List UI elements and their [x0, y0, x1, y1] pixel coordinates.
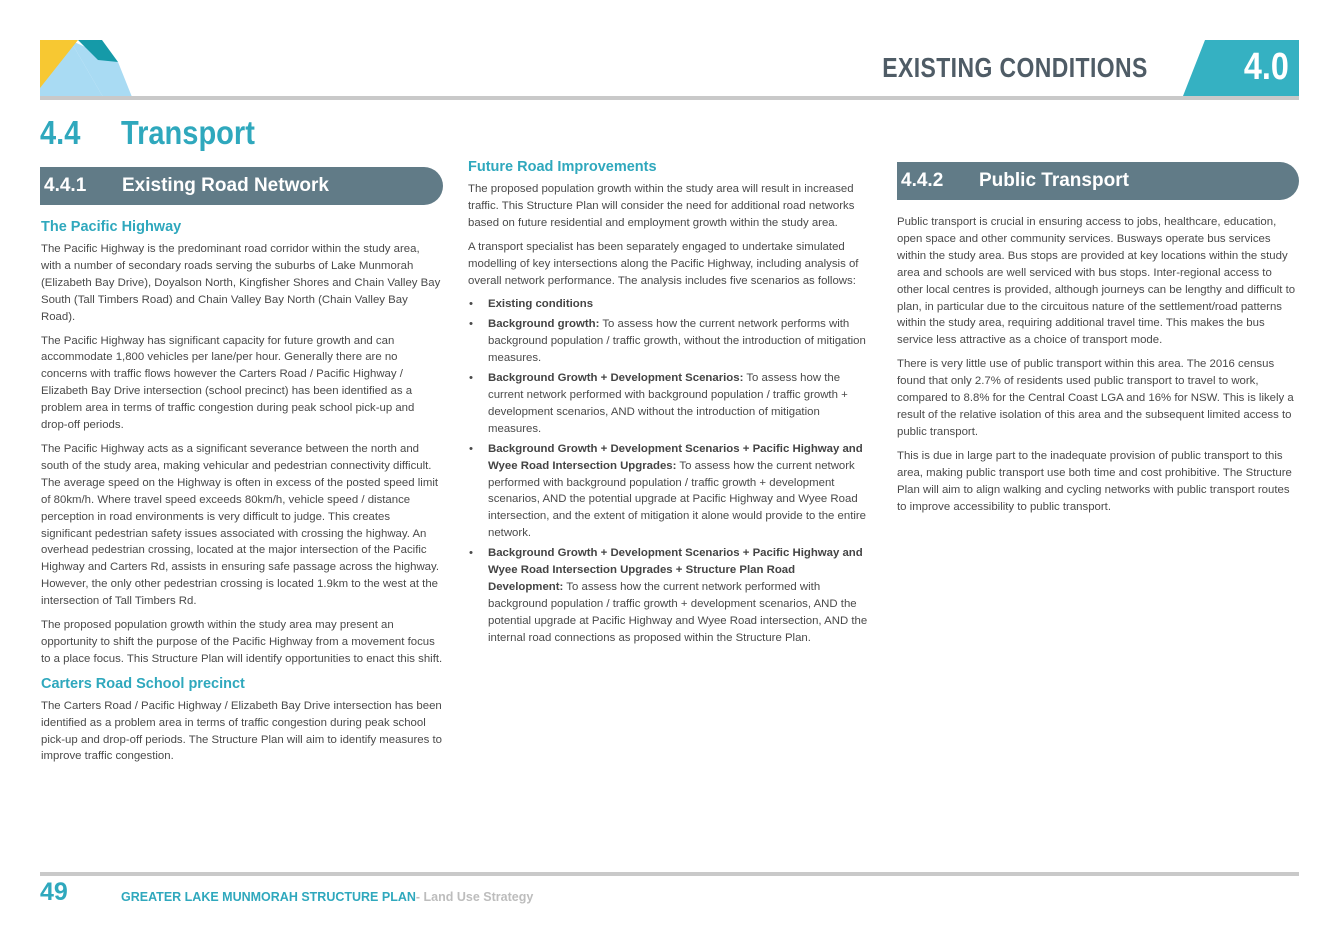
doc-subtitle: - Land Use Strategy: [415, 890, 534, 904]
section-number: 4.0: [1244, 46, 1289, 88]
section-442-title: Public Transport: [979, 170, 1129, 191]
paragraph: A transport specialist has been separately engaged to undertake simulated modelling of key intersections along the Pacific Highway, including analysis of overall network performance. The analysis includes five scenarios as follows:: [468, 240, 859, 287]
brand-logo: [40, 40, 132, 97]
paragraph: The proposed population growth within the study area may present an opportunity to shift the purpose of the Pacific Highway from a movement focus to a place focus. This Structure Plan will identify opportunities to enact this shift.: [41, 619, 443, 665]
page-title: [40, 114, 255, 152]
section-442-number: 4.4.2: [901, 170, 944, 191]
list-item: [468, 316, 871, 367]
footer-document-title: [121, 890, 533, 904]
pacific-highway-heading: The Pacific Highway: [41, 219, 182, 235]
paragraph: The Carters Road / Pacific Highway / Elizabeth Bay Drive intersection has been identified as a problem area in terms of traffic congestion during peak school pick-up and drop-off periods. The Structure Plan will aim to identify measures to improve traffic congestion.: [41, 699, 442, 763]
section-442-header: [897, 162, 1299, 200]
paragraph: This is due in large part to the inadequate provision of public transport to this area, making public transport use both time and cost prohibitive. The Structure Plan will aim to align walking and cycling networks with public transport routes to improve accessibility to public transport.: [897, 449, 1292, 513]
list-item: [468, 370, 871, 438]
page-title-text: Transport: [120, 114, 255, 151]
list-item-bold: Existing conditions: [488, 298, 594, 311]
list-item-text: To assess how the current network performed with background population / traffic growth + development scenarios, AND without the introduction of mitigation measures.: [488, 372, 848, 435]
section-441-header: [40, 167, 443, 205]
paragraph: Public transport is crucial in ensuring access to jobs, healthcare, education, open space and other community services. Busways operate bus services within the study area. Bus stops are provided at key locations within the study area and schools are well serviced with bus stops. Inter-regional access to other local centres is provided, although journeys can be lengthy and difficult to plan, in particular due to the circuitous nature of the settlement/road patterns within the study area, requiring additional travel time. This makes the bus service less attractive as a choice of transport mode.: [897, 216, 1296, 347]
section-number-badge: [1183, 40, 1299, 96]
paragraph: The Pacific Highway is the predominant road corridor within the study area, with a number of secondary roads serving the suburbs of Lake Munmorah (Elizabeth Bay Drive), Doyalson North, Kingfisher Shores and Chain Valley Bay South (Tall Timbers Road) and Chain Valley Bay North (Chain Valley Bay Road).: [41, 243, 441, 323]
footer-divider: [40, 872, 1299, 876]
paragraph: There is very little use of public transport within this area. The 2016 census found that only 2.7% of residents used public transport to travel to work, compared to 8.8% for the Central Coast LGA and 16% for NSW. This is likely a result of the relative isolation of this area and the subsequent limited access to public transport.: [897, 358, 1294, 438]
paragraph: The Pacific Highway acts as a significant severance between the north and south of the study area, making vehicular and pedestrian connectivity difficult. The average speed on the Highway is often in excess of the posted speed limit of 80km/h. Where travel speed exceeds 80km/h, vehicle speed / distance perception in road environments is very difficult to judge. This creates significant pedestrian safety issues associated with crossing the highway. An overhead pedestrian crossing, located at the major intersection of the Pacific Highway and Carters Rd, assists in ensuring safe passage across the highway. However, the only other pedestrian crossing is located 1.9km to the west at the intersection of Tall Timbers Rd.: [41, 442, 440, 608]
doc-title: GREATER LAKE MUNMORAH STRUCTURE PLAN: [121, 890, 416, 904]
page-number: 49: [40, 878, 68, 906]
section-441-number: 4.4.1: [44, 175, 87, 196]
future-road-heading: Future Road Improvements: [468, 159, 657, 175]
list-item-text: To assess how the current network performed with background population / traffic growth + development scenarios, AND the potential upgrade at Pacific Highway and Wyee Road intersection, AND the internal road connections as proposed within the Structure Plan.: [488, 580, 868, 644]
list-item-bold: Background growth:: [488, 318, 600, 331]
list-item-text: To assess how the current network performs with background population / traffic growth, without the introduction of mitigation measures.: [488, 318, 866, 365]
column-public-transport: [897, 214, 1299, 522]
section-title: EXISTING CONDITIONS: [882, 52, 1148, 83]
list-item: [468, 441, 871, 542]
paragraph: The proposed population growth within the study area will result in increased traffic. This Structure Plan will consider the need for additional road networks based on future residential and employment growth within the study area.: [468, 183, 855, 229]
list-item-bold: Background Growth + Development Scenarios + Pacific Highway and Wyee Road Intersection Upgrades:: [488, 442, 863, 472]
scenario-list: [468, 296, 871, 646]
carters-road-heading: Carters Road School precinct: [41, 675, 245, 692]
list-item-bold: Background Growth + Development Scenarios + Pacific Highway and Wyee Road Intersection Upgrades + Structure Plan Road Development:: [488, 547, 863, 593]
section-441-title: Existing Road Network: [122, 175, 329, 196]
list-item: [468, 545, 871, 646]
header-divider: [40, 96, 1299, 100]
column-existing-road-network: [41, 218, 443, 772]
list-item: [468, 296, 871, 313]
list-item-bold: Background Growth + Development Scenarios:: [488, 372, 744, 385]
list-item-text: To assess how the current network performed with background population / traffic growth + development scenarios, AND the potential upgrade at Pacific Highway and Wyee Road intersection, and the extent of mitigation it alone would provide to the entire network.: [488, 459, 867, 540]
column-future-road-improvements: [468, 158, 871, 650]
page-title-number: 4.4: [40, 114, 81, 151]
paragraph: The Pacific Highway has significant capacity for future growth and can accommodate 1,800 vehicles per lane/per hour. Generally there are no concerns with traffic flows however the Carters Road / Pacific Highway / Elizabeth Bay Drive intersection (school precinct) has been identified as a problem area in terms of traffic congestion during peak school pick-up and drop-off periods.: [41, 334, 415, 432]
